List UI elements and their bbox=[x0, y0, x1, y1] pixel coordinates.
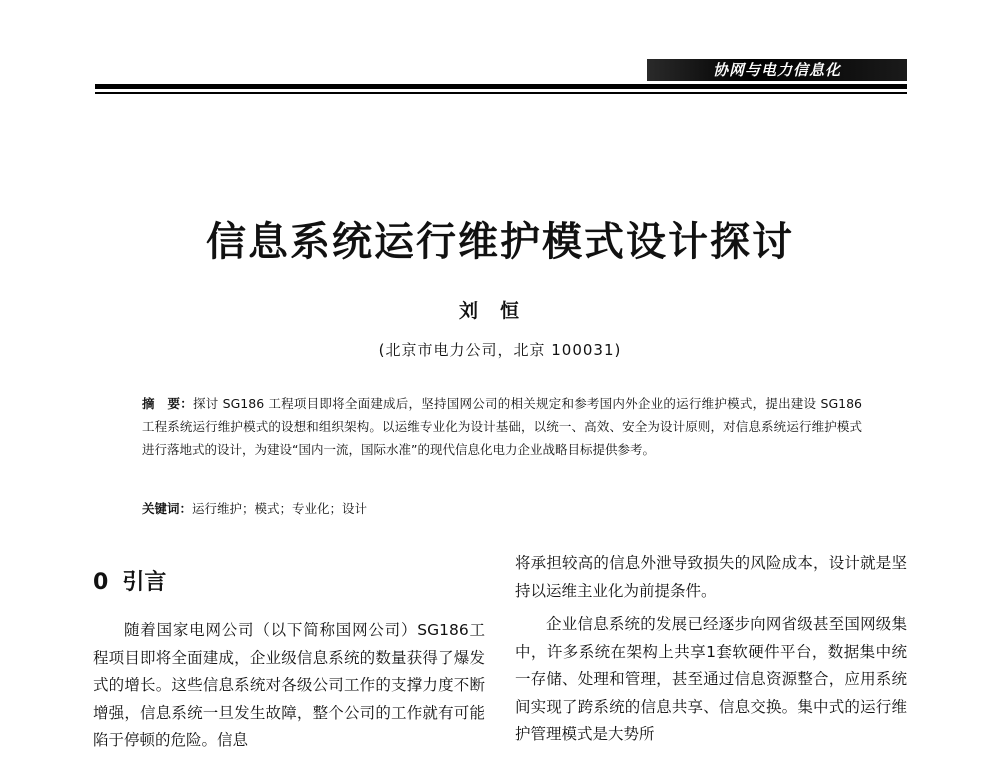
journal-banner: 协网与电力信息化 bbox=[647, 59, 907, 81]
header-rule-thin bbox=[95, 92, 907, 94]
left-column bbox=[93, 565, 485, 755]
right-paragraph-1: 将承担较高的信息外泄导致损失的风险成本，设计就是坚持以运维主业化为前提条件。 bbox=[515, 554, 907, 600]
paper-affiliation: (北京市电力公司，北京 100031) bbox=[378, 341, 622, 359]
abstract-label: 摘 要： bbox=[142, 396, 193, 411]
paper-title: 信息系统运行维护模式设计探讨 bbox=[206, 218, 794, 265]
section-number: 0 bbox=[93, 570, 109, 595]
keywords-text: 运行维护；模式；专业化；设计 bbox=[192, 501, 368, 516]
keywords-label: 关键词： bbox=[142, 501, 193, 516]
abstract-text: 探讨 SG186 工程项目即将全面建成后，坚持国网公司的相关规定和参考国内外企业的运行维护模式，提出建设 SG186 工程系统运行维护模式的设想和组织架构。以运维专业化为设计基础，以统一、高效、安全为设计原则，对信息系统运行维护模式进行落地式的设计，为建设“国内一流，国际水准”的现代信息化电力企业战略目标提供参考。 bbox=[142, 396, 862, 457]
section-title: 引言 bbox=[122, 570, 167, 595]
left-paragraph: 随着国家电网公司（以下简称国网公司）SG186工程项目即将全面建成，企业级信息系统的数量获得了爆发式的增长。这些信息系统对各级公司工作的支撑力度不断增强，信息系统一旦发生故障，整个公司的工作就有可能陷于停顿的危险。信息 bbox=[93, 621, 485, 749]
abstract bbox=[142, 392, 862, 461]
keywords bbox=[142, 497, 862, 520]
paper-author: 刘恒 bbox=[458, 300, 541, 322]
right-column bbox=[515, 550, 907, 749]
right-paragraph-2: 企业信息系统的发展已经逐步向网省级甚至国网级集中，许多系统在架构上共享1套软硬件平台，数据集中统一存储、处理和管理，甚至通过信息资源整合，应用系统间实现了跨系统的信息共享、信息交换。集中式的运行维护管理模式是大势所 bbox=[515, 615, 907, 743]
header-rule bbox=[95, 84, 907, 89]
section-heading bbox=[93, 565, 485, 601]
